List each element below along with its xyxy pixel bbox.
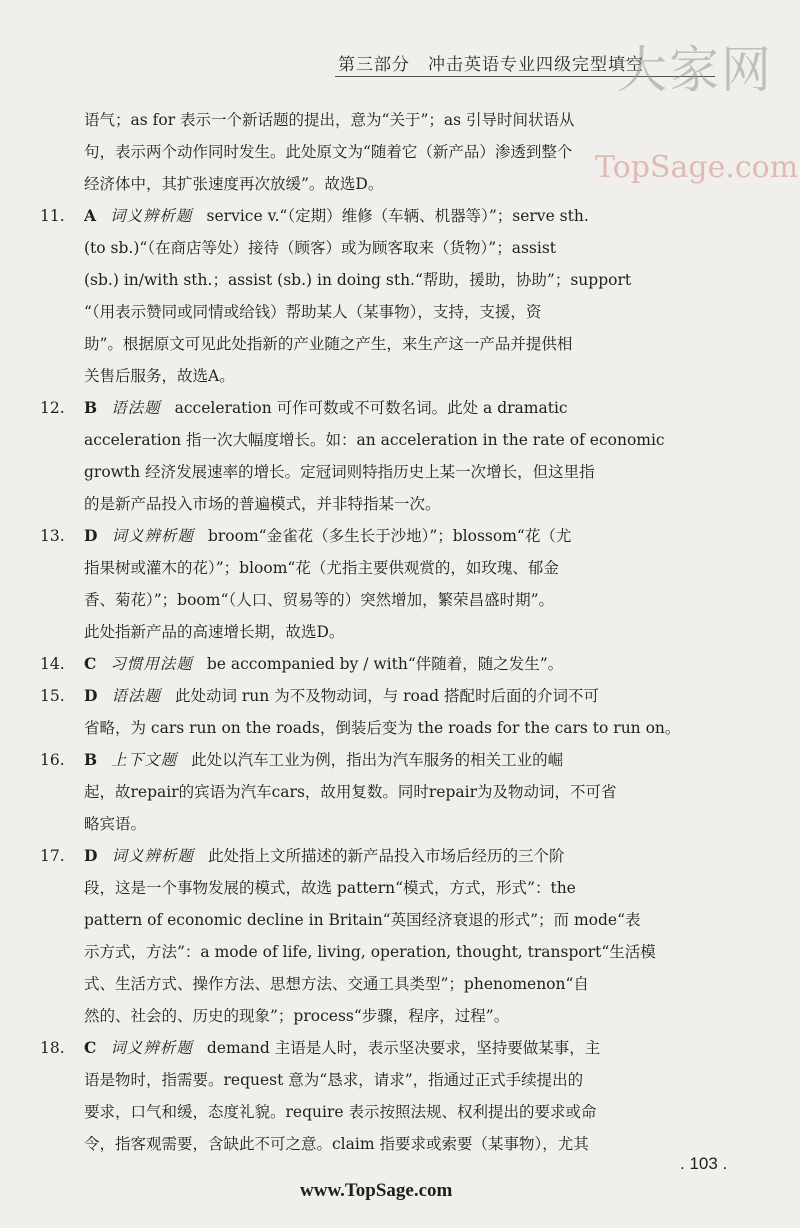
item-line: 语是物时，指需要。request 意为“恳求，请求”，指通过正式手续提出的	[84, 1071, 584, 1089]
page-header-title: 第三部分 冲击英语专业四级完型填空	[338, 55, 644, 75]
answer-letter: B	[84, 750, 98, 769]
item-line: 助”。根据原文可见此处指新的产业随之产生，来生产这一产品并提供相	[84, 335, 573, 353]
item-body	[84, 680, 760, 744]
item-number: 14.	[40, 655, 65, 673]
item-line: 关售后服务，故选A。	[84, 367, 235, 385]
watermark-en: TopSage.com	[595, 150, 799, 185]
answer-item	[40, 744, 760, 840]
answer-letter: A	[84, 206, 97, 225]
item-first-line	[84, 200, 760, 232]
answer-item	[40, 840, 760, 1032]
header-rule	[335, 76, 715, 77]
item-first-line	[84, 392, 760, 424]
item-line: 式、生活方式、操作方法、思想方法、交通工具类型”；phenomenon“自	[84, 975, 589, 993]
item-line: 香、菊花）”；boom“（人口、贸易等的）突然增加，繁荣昌盛时期”。	[84, 591, 555, 609]
question-category: 词义辨析题	[111, 847, 194, 865]
answer-item	[40, 392, 760, 520]
item-text: service v.“（定期）维修（车辆、机器等）”；serve sth.	[206, 207, 589, 225]
question-category: 上下文题	[111, 751, 178, 769]
item-first-line	[84, 520, 760, 552]
item-first-line	[84, 840, 760, 872]
answer-item	[40, 648, 760, 680]
item-line: 然的、社会的、历史的现象”；process“步骤，程序，过程”。	[84, 1007, 510, 1025]
item-line: 起，故repair的宾语为汽车cars，故用复数。同时repair为及物动词，不可省	[84, 783, 617, 801]
answer-letter: B	[84, 398, 98, 417]
page-number: . 103 .	[680, 1154, 728, 1173]
item-line: 示方式，方法”：a mode of life, living, operation, thought, transport“生活模	[84, 943, 656, 961]
item-line: 省略，为 cars run on the roads，倒装后变为 the roads for the cars to run on。	[84, 719, 681, 737]
item-line: (to sb.)“（在商店等处）接待（顾客）或为顾客取来（货物）”；assist	[84, 239, 557, 257]
item-number: 15.	[40, 687, 65, 705]
item-number: 16.	[40, 751, 65, 769]
watermark-cn: 大家网	[617, 41, 773, 99]
item-line: 要求，口气和缓，态度礼貌。require 表示按照法规、权利提出的要求或命	[84, 1103, 597, 1121]
intro-line: 经济体中，其扩张速度再次放缓”。故选D。	[84, 175, 384, 193]
item-body	[84, 392, 760, 520]
item-list	[40, 200, 760, 1160]
answer-letter: D	[84, 686, 98, 705]
item-line: 指果树或灌木的花）”；bloom“花（尤指主要供观赏的，如玫瑰、郁金	[84, 559, 559, 577]
answer-item	[40, 520, 760, 648]
item-first-line	[84, 648, 760, 680]
item-line: 的是新产品投入市场的普遍模式，并非特指某一次。	[84, 495, 441, 513]
answer-item	[40, 1032, 760, 1160]
intro-paragraph	[84, 104, 760, 200]
item-line: 此处指新产品的高速增长期，故选D。	[84, 623, 345, 641]
answer-explanations	[40, 104, 760, 1160]
item-line: pattern of economic decline in Britain“英国经济衰退的形式”；而 mode“表	[84, 911, 641, 929]
item-body	[84, 744, 760, 840]
item-body	[84, 840, 760, 1032]
item-text: be accompanied by / with“伴随着，随之发生”。	[206, 655, 564, 673]
intro-line: 句，表示两个动作同时发生。此处原文为“随着它（新产品）渗透到整个	[84, 143, 573, 161]
question-category: 词义辨析题	[110, 207, 193, 225]
item-text: 此处动词 run 为不及物动词，与 road 搭配时后面的介词不可	[174, 687, 599, 705]
answer-letter: D	[84, 846, 98, 865]
item-line: acceleration 指一次大幅度增长。如：an acceleration in the rate of economic	[84, 431, 665, 449]
question-category: 语法题	[111, 399, 161, 417]
item-number: 17.	[40, 847, 65, 865]
item-line: 段，这是一个事物发展的模式，故选 pattern“模式，方式，形式”：the	[84, 879, 576, 897]
question-category: 语法题	[111, 687, 161, 705]
answer-letter: D	[84, 526, 98, 545]
item-text: broom“金雀花（多生长于沙地）”；blossom“花（尤	[207, 527, 572, 545]
item-number: 11.	[40, 207, 65, 225]
intro-line: 语气；as for 表示一个新话题的提出，意为“关于”；as 引导时间状语从	[84, 111, 575, 129]
item-first-line	[84, 1032, 760, 1064]
item-line: growth 经济发展速率的增长。定冠词则特指历史上某一次增长，但这里指	[84, 463, 595, 481]
item-line: “（用表示赞同或同情或给钱）帮助某人（某事物），支持，支援，资	[84, 303, 542, 321]
item-line: (sb.) in/with sth.；assist (sb.) in doing sth.“帮助，援助，协助”；support	[84, 271, 632, 289]
item-body	[84, 648, 760, 680]
item-number: 12.	[40, 399, 65, 417]
footer-url: www.TopSage.com	[300, 1180, 453, 1201]
item-first-line	[84, 744, 760, 776]
answer-item	[40, 200, 760, 392]
answer-letter: C	[84, 1038, 97, 1057]
question-category: 习惯用法题	[110, 655, 193, 673]
item-body	[84, 200, 760, 392]
item-line: 令，指客观需要，含缺此不可之意。claim 指要求或索要（某事物），尤其	[84, 1135, 589, 1153]
item-number: 13.	[40, 527, 65, 545]
item-text: 此处以汽车工业为例，指出为汽车服务的相关工业的崛	[191, 751, 564, 769]
answer-item	[40, 680, 760, 744]
question-category: 词义辨析题	[110, 1039, 193, 1057]
item-line: 略宾语。	[84, 815, 147, 833]
question-category: 词义辨析题	[111, 527, 194, 545]
answer-letter: C	[84, 654, 97, 673]
page-header	[0, 0, 800, 80]
item-body	[84, 520, 760, 648]
item-text: 此处指上文所描述的新产品投入市场后经历的三个阶	[207, 847, 565, 865]
item-text: acceleration 可作可数或不可数名词。此处 a dramatic	[174, 399, 568, 417]
item-body	[84, 1032, 760, 1160]
item-text: demand 主语是人时，表示坚决要求，坚持要做某事，主	[206, 1039, 601, 1057]
item-first-line	[84, 680, 760, 712]
item-number: 18.	[40, 1039, 65, 1057]
